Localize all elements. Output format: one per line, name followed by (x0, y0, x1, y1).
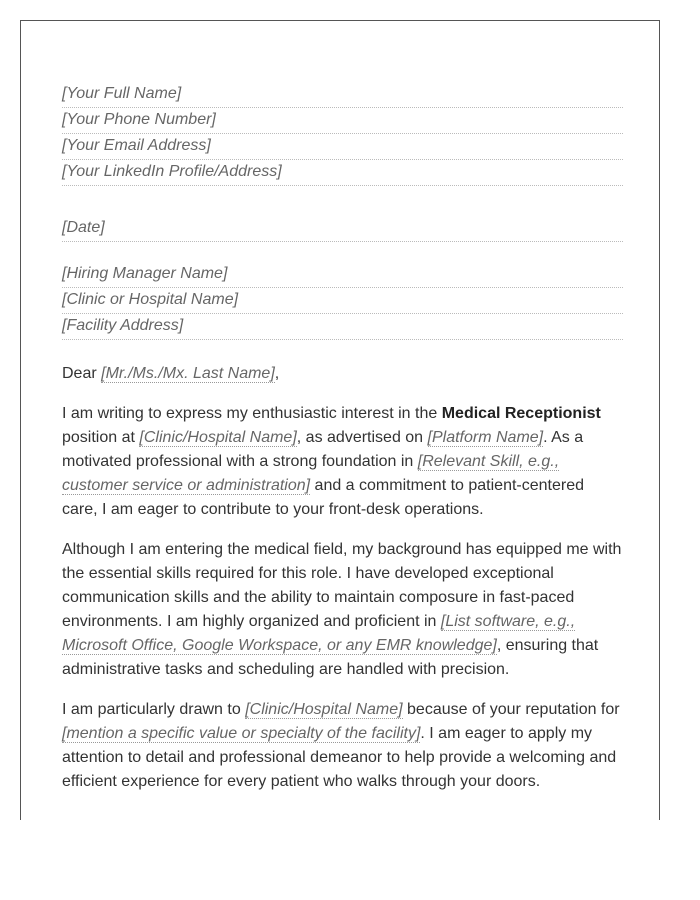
email-field[interactable]: [Your Email Address] (62, 135, 623, 160)
clinic-hospital-placeholder[interactable]: [Clinic/Hospital Name] (139, 429, 297, 446)
full-name-field[interactable]: [Your Full Name] (62, 83, 623, 108)
greeting-suffix: , (274, 365, 280, 382)
text: I am particularly drawn to (62, 701, 246, 718)
text: . I am eager to apply my attention to detail and professional demeanor to help provide a welcoming and efficient experience for every patient who walks through your doors. (62, 725, 617, 790)
job-title: Medical Receptionist (441, 405, 601, 422)
text: , ensuring that administrative tasks and scheduling are handled with precision. (62, 637, 599, 678)
linkedin-field[interactable]: [Your LinkedIn Profile/Address] (62, 161, 623, 186)
spacer (62, 187, 623, 217)
facility-address-field[interactable]: [Facility Address] (62, 315, 623, 340)
greeting-prefix: Dear (62, 365, 102, 382)
spacer (62, 243, 623, 263)
date-field[interactable]: [Date] (62, 217, 623, 242)
letter-page (20, 20, 660, 820)
text: position at (62, 429, 140, 446)
phone-field[interactable]: [Your Phone Number] (62, 109, 623, 134)
recipient-last-name-placeholder[interactable]: [Mr./Ms./Mx. Last Name] (101, 365, 275, 382)
text: , as advertised on (296, 429, 428, 446)
clinic-hospital-placeholder[interactable]: [Clinic/Hospital Name] (245, 701, 403, 718)
text: and a commitment to patient-centered care, I am eager to contribute to your front-desk operations. (62, 477, 585, 518)
paragraph-motivation (62, 698, 623, 794)
letter-content (62, 83, 623, 794)
text: because of your reputation for (402, 701, 620, 718)
facility-value-placeholder[interactable]: [mention a specific value or specialty of the facility] (62, 725, 421, 742)
hiring-manager-field[interactable]: [Hiring Manager Name] (62, 263, 623, 288)
paragraph-skills (62, 538, 623, 682)
text: Although I am entering the medical field, my background has equipped me with the essential skills required for this role. I have developed exceptional communication skills and the ability to maintain composure in fast-paced environments. I am highly organized and proficient in (62, 541, 622, 630)
paragraph-intro (62, 402, 623, 522)
software-list-placeholder[interactable]: [List software, e.g., Microsoft Office, Google Workspace, or any EMR knowledge] (62, 613, 576, 654)
clinic-name-field[interactable]: [Clinic or Hospital Name] (62, 289, 623, 314)
text: I am writing to express my enthusiastic interest in the (62, 405, 442, 422)
text: . As a motivated professional with a strong foundation in (62, 429, 584, 470)
platform-name-placeholder[interactable]: [Platform Name] (427, 429, 544, 446)
relevant-skill-placeholder[interactable]: [Relevant Skill, e.g., customer service or administration] (62, 453, 560, 494)
greeting (62, 362, 623, 386)
